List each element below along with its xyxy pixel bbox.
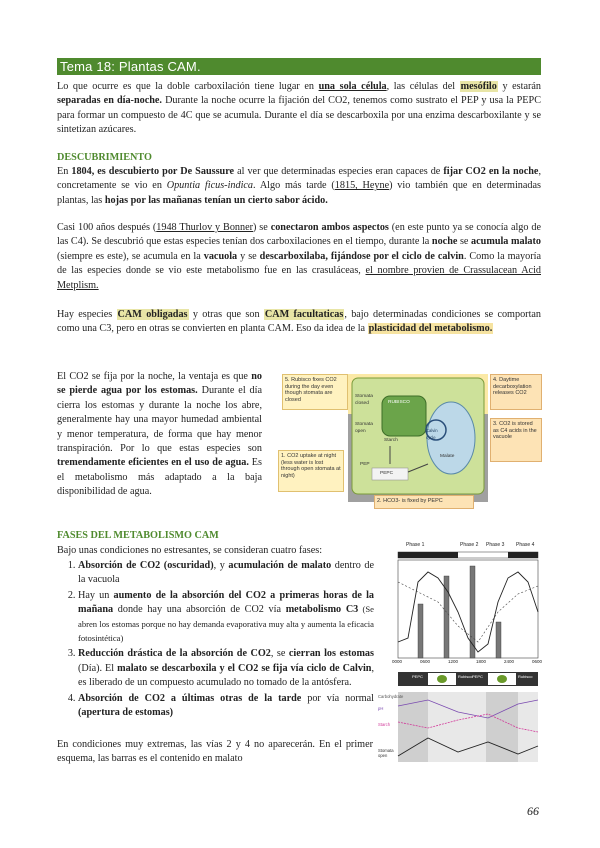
diagram1-label-2: 2. HCO3- is fixed by PEPC [374,495,474,509]
time-tick-label: 2400 [504,659,515,664]
row-carbohydrate-label: Carbohydrate [378,694,404,699]
starch-label: Starch [384,438,398,443]
discovery-paragraph-3: Hay especies CAM obligadas y otras que son CAM facultaticas, bajo determinadas condiciones se comportan como una C3, pero en otras se convierten en planta CAM. Eso da idea de la plasticidad del metabolismo. [57,309,542,335]
phase1-label: Phase 1 [406,542,425,548]
time-tick-label: 1800 [476,659,487,664]
phases-outro: En condiciones muy extremas, las vías 2 y 4 no aparecerán. En el primer esquema, las barras es el contenido en malato [57,739,373,765]
calvin-label: Calvin cycle [426,428,438,440]
discovery-paragraph-1: En 1804, es descubierto por De Saussure al ver que determinadas especies eran capaces de fijar CO2 en la noche, concretamente se vio en Opuntia ficus-indica. Algo más tarde (1815, Heyne) vio también que en determinadas plantas, las hojas por las mañanas tenían un cierto sabor ácido. [57,166,541,206]
malate-label: Malate [440,454,455,459]
stomata-closed-label: Stomata closed [355,394,373,406]
diagram1-label-4: 4. Daytime decarboxylation releases CO2 [490,374,542,410]
rubisco-label-2: Rubisco [518,674,533,679]
diagram1-label-1: 1. CO2 uptake at night (less water is lost through open stomata at night) [278,450,344,492]
intro-paragraph: Lo que ocurre es que la doble carboxilación tiene lugar en una sola célula, las células del mesófilo y estarán separadas en día-noche. Durante la noche ocurre la fijación del CO2, tenemos como sustrato el PEP y usa la PEPC para formar un compuesto de 4C que se acumula. Durante el día se descarboxila por una enzima descarboxilante y se sintetizan azúcares. [57,81,541,136]
phases-list [60,559,374,721]
phase-item-1: 1. Absorción de CO2 (oscuridad), y acumulación de malato dentro de la vacuola [78,559,374,588]
title-bar [57,58,541,75]
phases-intro: Bajo unas condiciones no estresantes, se consideran cuatro fases: [57,545,323,556]
phase-item-3: 3. Reducción drástica de la absorción de CO2, se cierran los estomas (Día). El malato se descarboxila y el CO2 se fija vía ciclo de Calvin, es liberado de un compuesto acumulado no tomado de la antósfera. [78,647,374,690]
rubisco-label: RUBISCO [388,400,410,405]
page-number: 66 [527,804,539,818]
phase3-label: Phase 3 [486,542,505,548]
diagram1-label-5: 5. Rubisco fixes CO2 during the day even though stomata are closed [282,374,348,410]
pepc-label-1: PEPC [412,674,423,679]
phase-item-2: 2. Hay un aumento de la absorción del CO2 a primeras horas de la mañana donde hay una absorción de CO2 vía metabolismo C3 (Se abren los estomas porque no hay demanda evaporativa muy alta y aumenta la eficacia fotosintética) [78,589,374,647]
time-tick-label: 0000 [392,659,403,664]
time-tick-label: 1200 [448,659,459,664]
row-starch-label: Starch [378,722,391,727]
page-title: Tema 18: Plantas CAM. [60,59,201,74]
row-stomata-label: Stomata open [378,748,394,758]
cam-phases-diagram [378,542,544,764]
stomata-open-label: Stomata open [355,422,373,434]
diagram1-label-3: 3. CO2 is stored as C4 acids in the vacuole [490,418,542,462]
pepc-label-2: PEPC [472,674,483,679]
cam-phases-svg [378,542,544,764]
discovery-heading: DESCUBRIMIENTO [57,152,152,163]
time-tick-label: 0600 [420,659,431,664]
discovery-paragraph-2: Casi 100 años después (1948 Thurlov y Bonner) se conectaron ambos aspectos (en este punto ya se conocía algo de las C4). Se descubrió que estas especies tenían dos carboxilaciones en el tiempo, durante la noche se acumula malato (siempre es este), se acumula en la vacuola y se descarboxilaba, fijándose por el ciclo de calvin. Como la mayoría de las especies donde se vio este metabolismo fue en las crasuláceas, el nombre provien de Crassulacean Acid Metplism. [57,222,541,291]
rubisco-label-1: Rubisco [458,674,473,679]
phases-heading: FASES DEL METABOLISMO CAM [57,530,219,541]
phase-item-4: 4. Absorción de CO2 a últimas otras de la tarde por vía normal (apertura de estomas) [78,692,374,721]
time-axis-ticks [392,659,542,667]
row-ph-label: pH [378,706,384,711]
phase4-label: Phase 4 [516,542,535,548]
pep-label: PEP [360,462,370,467]
pepc-label: PEPC [380,471,394,476]
discovery-paragraph-4: El CO2 se fija por la noche, la ventaja es que no se pierde agua por los estomas. Durante el día cierra los estomas y durante la noche los abre, generalmente hay una mayor humedad ambiental y menor temperatura, de forma que hay menor transpiración. Por lo que estas especies son tremendamente eficientes en el uso de agua. Es el metabolismo más adaptado a la baja disponibilidad de agua. [57,371,263,498]
cam-cell-diagram [278,372,542,510]
phase2-label: Phase 2 [460,542,479,548]
time-tick-label: 0600 [532,659,543,664]
